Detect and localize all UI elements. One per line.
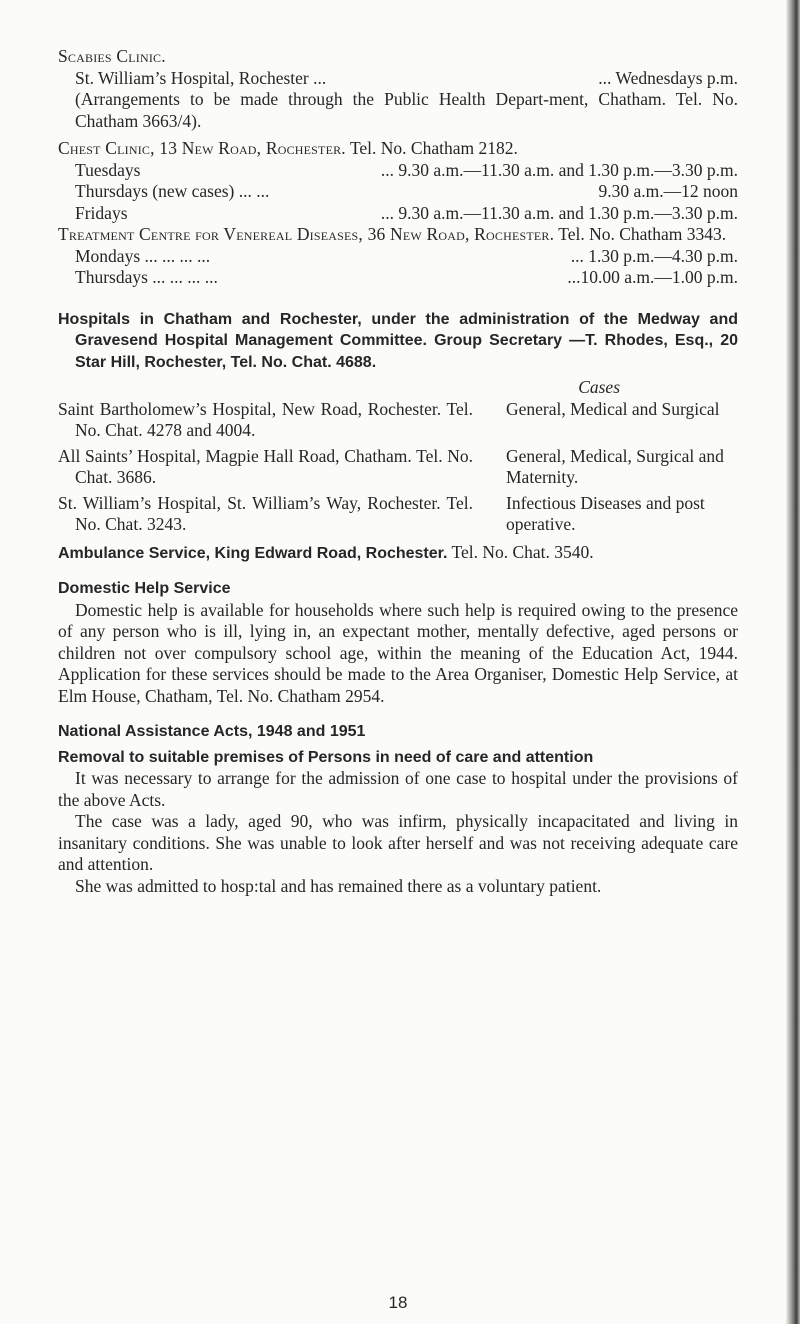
hospitals-section bbox=[58, 309, 738, 536]
chest-clinic-times: 9.30 a.m.—12 noon bbox=[598, 181, 738, 201]
ambulance-tel: Tel. No. Chat. 3540. bbox=[447, 541, 594, 562]
national-paragraph: The case was a lady, aged 90, who was infirm, physically incapacitated and living in insanitary conditions. She was unable to look after herself and was not receiving adequate care and attention. bbox=[58, 811, 738, 874]
chest-clinic-row bbox=[58, 203, 738, 225]
treatment-centre-day: Mondays ... ... ... ... bbox=[75, 245, 211, 266]
scabies-clinic-note: (Arrangements to be made through the Public Health Depart-ment, Chatham. Tel. No. Chatham 3663/4). bbox=[75, 89, 738, 131]
page-edge-shadow bbox=[786, 0, 800, 1324]
chest-clinic-section bbox=[58, 138, 738, 224]
scabies-clinic-times: ... Wednesdays p.m. bbox=[598, 67, 738, 88]
hospital-name: Saint Bartholomew’s Hospital, New Road, Rochester. Tel. No. Chat. 4278 and 4004. bbox=[58, 398, 473, 440]
chest-clinic-row bbox=[58, 160, 738, 182]
hospital-entry bbox=[58, 446, 738, 489]
national-assistance-section bbox=[58, 721, 738, 897]
chest-clinic-times: ... 9.30 a.m.—11.30 a.m. and 1.30 p.m.—3.30 p.m. bbox=[380, 202, 738, 223]
hospital-entry bbox=[58, 399, 738, 442]
removal-subheading: Removal to suitable premises of Persons in need of care and attention bbox=[58, 748, 594, 766]
ambulance-heading: Ambulance Service, King Edward Road, Rochester. bbox=[58, 544, 448, 562]
page-number: 18 bbox=[388, 1293, 408, 1312]
treatment-centre-heading: Treatment Centre for Venereal Diseases, 36 New Road, Rochester. bbox=[58, 224, 555, 244]
scabies-clinic-row bbox=[58, 68, 738, 90]
ambulance-section bbox=[58, 542, 738, 565]
treatment-centre-times: ...10.00 a.m.—1.00 p.m. bbox=[567, 267, 738, 287]
national-assistance-heading: National Assistance Acts, 1948 and 1951 bbox=[58, 723, 366, 740]
chest-clinic-row bbox=[58, 181, 738, 203]
domestic-help-body: Domestic help is available for households where such help is required owing to the presence of any person who is ill, lying in, an expectant mother, mentally defective, aged persons or children not over compulsory school age, within the meaning of the Education Act, 1944. Application for these services should be made to the Area Organiser, Domestic Help Service, at Elm House, Chatham, Tel. No. Chatham 2954. bbox=[58, 599, 738, 706]
scabies-clinic-location: St. William’s Hospital, Rochester ... bbox=[75, 67, 327, 88]
chest-clinic-tel: Tel. No. Chatham 2182. bbox=[345, 138, 518, 158]
hospital-entry bbox=[58, 493, 738, 536]
treatment-centre-section bbox=[58, 224, 738, 289]
chest-clinic-day: Thursdays (new cases) ... ... bbox=[75, 181, 270, 201]
hospital-cases: Infectious Diseases and post operative. bbox=[506, 492, 705, 534]
chest-clinic-heading: Chest Clinic, 13 New Road, Rochester. bbox=[58, 138, 346, 158]
hospital-cases: General, Medical, Surgical and Maternity. bbox=[506, 445, 724, 487]
hospital-name: St. William’s Hospital, St. William’s Way, Rochester. Tel. No. Chat. 3243. bbox=[58, 492, 473, 534]
chest-clinic-day: Tuesdays bbox=[75, 159, 141, 180]
chest-clinic-times: ... 9.30 a.m.—11.30 a.m. and 1.30 p.m.—3.30 p.m. bbox=[380, 159, 738, 180]
domestic-help-section bbox=[58, 578, 738, 707]
treatment-centre-tel: Tel. No. Chatham 3343. bbox=[554, 224, 727, 244]
hospital-name: All Saints’ Hospital, Magpie Hall Road, Chatham. Tel. No. Chat. 3686. bbox=[58, 445, 473, 487]
scabies-clinic-heading: Scabies Clinic. bbox=[58, 46, 166, 66]
document-page bbox=[58, 46, 738, 1312]
national-paragraph: She was admitted to hosp:tal and has remained there as a voluntary patient. bbox=[75, 875, 602, 896]
treatment-centre-day: Thursdays ... ... ... ... bbox=[75, 267, 218, 287]
treatment-centre-times: ... 1.30 p.m.—4.30 p.m. bbox=[570, 245, 738, 266]
treatment-centre-row bbox=[58, 246, 738, 268]
hospitals-heading: Hospitals in Chatham and Rochester, under the administration of the Medway and Gravesend Hospital Management Committee. Group Secretary —T. Rhodes, Esq., 20 Star Hill, Rochester, Tel. No. Chat. 4688. bbox=[58, 310, 738, 371]
hospital-cases: General, Medical and Surgical bbox=[506, 398, 720, 419]
cases-column-label: Cases bbox=[578, 377, 620, 397]
chest-clinic-day: Fridays bbox=[75, 202, 128, 223]
treatment-centre-row bbox=[58, 267, 738, 289]
national-paragraph: It was necessary to arrange for the admission of one case to hospital under the provisions of the above Acts. bbox=[58, 768, 738, 810]
scabies-clinic-section bbox=[58, 46, 738, 132]
domestic-help-heading: Domestic Help Service bbox=[58, 580, 231, 597]
